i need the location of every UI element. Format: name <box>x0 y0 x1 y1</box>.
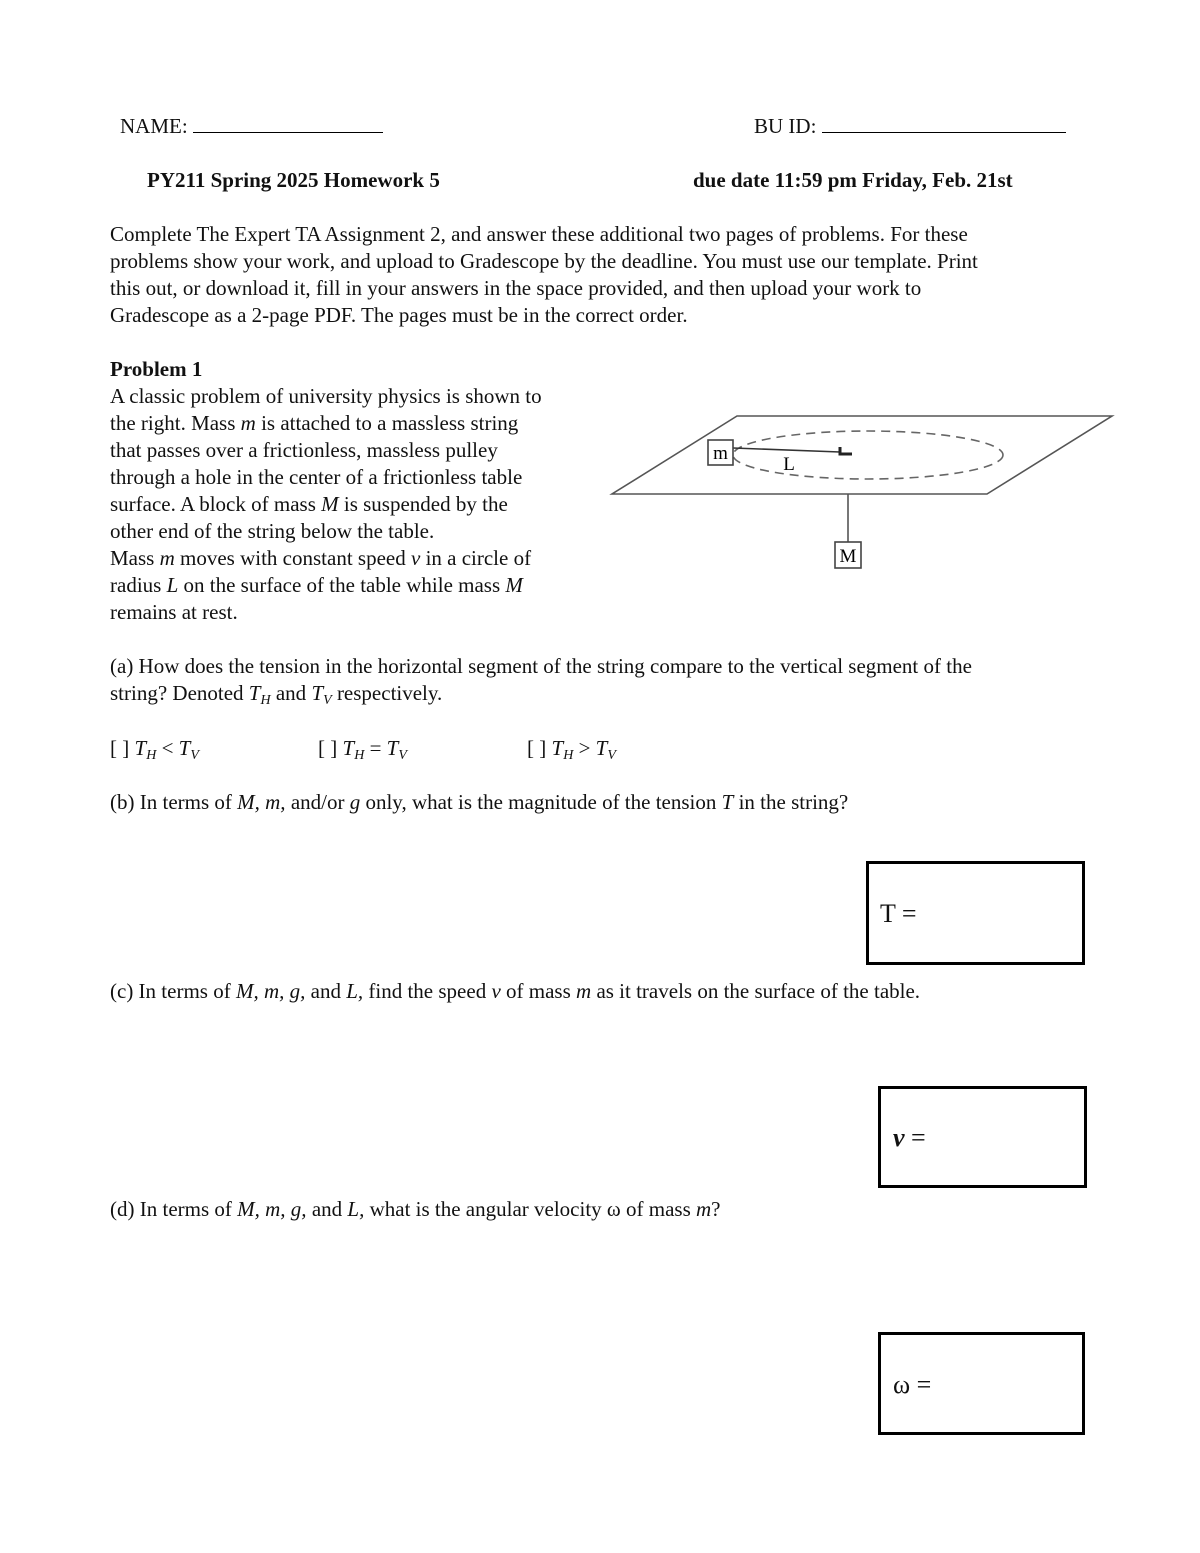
problem-heading: Problem 1 <box>110 357 203 381</box>
table-surface <box>612 416 1112 494</box>
checkbox[interactable]: [ ] <box>318 736 338 760</box>
checkbox[interactable]: [ ] <box>527 736 547 760</box>
large-mass-label: M <box>839 546 857 567</box>
desc-line: surface. A block of mass M is suspended by the <box>110 492 508 516</box>
desc-line: the right. Mass m is attached to a massless string <box>110 411 519 435</box>
desc-line: that passes over a frictionless, massless pulley <box>110 438 498 462</box>
buid-blank[interactable] <box>822 114 1066 133</box>
answer-label-speed: v = <box>893 1123 926 1152</box>
buid-label: BU ID: <box>754 114 817 138</box>
buid-field <box>754 113 1066 140</box>
option-th-equal-tv[interactable]: [ ] $T_H = T_V$ <box>318 736 407 763</box>
radius-label: L <box>783 454 795 475</box>
desc-line: remains at rest. <box>110 600 238 624</box>
intro-paragraph <box>110 221 978 329</box>
intro-line: Complete The Expert TA Assignment 2, and answer these additional two pages of problems. For these <box>110 222 968 246</box>
option-th-less-tv[interactable]: [ ] $T_H < T_V$ <box>110 736 199 763</box>
name-field <box>120 113 383 140</box>
desc-line: through a hole in the center of a frictionless table <box>110 465 523 489</box>
part-d-question: (d) In terms of M, m, g, and L, what is the angular velocity ω of mass m? <box>110 1197 721 1221</box>
name-blank[interactable] <box>193 114 383 133</box>
part-c-question: (c) In terms of M, m, g, and L, find the speed v of mass m as it travels on the surface of the table. <box>110 979 921 1003</box>
small-mass-label: m <box>713 443 728 464</box>
checkbox[interactable]: [ ] <box>110 736 130 760</box>
intro-line: Gradescope as a 2-page PDF. The pages must be in the correct order. <box>110 303 688 327</box>
name-label: NAME: <box>120 114 188 138</box>
part-a-question: (a) How does the tension in the horizontal segment of the string compare to the vertical segment of the string? Denoted $T_H$ and $T_V$ respectively. <box>110 654 972 708</box>
answer-label-tension: T = <box>880 899 917 928</box>
intro-line: this out, or download it, fill in your answers in the space provided, and then upload your work to <box>110 276 922 300</box>
desc-line: radius L on the surface of the table while mass M <box>110 573 523 597</box>
page-title: PY211 Spring 2025 Homework 5 <box>147 168 440 192</box>
due-date: due date 11:59 pm Friday, Feb. 21st <box>693 168 1013 192</box>
desc-line: other end of the string below the table. <box>110 519 435 543</box>
option-th-greater-tv[interactable]: [ ] $T_H > T_V$ <box>527 736 616 763</box>
pulley-table-diagram <box>600 405 1120 580</box>
desc-line: Mass m moves with constant speed v in a circle of <box>110 546 532 570</box>
problem-description <box>110 383 610 626</box>
part-b-question: (b) In terms of M, m, and/or g only, what is the magnitude of the tension T in the string? <box>110 790 849 814</box>
intro-line: problems show your work, and upload to Gradescope by the deadline. You must use our template. Print <box>110 249 978 273</box>
desc-line: A classic problem of university physics is shown to <box>110 384 542 408</box>
answer-label-angular-velocity: ω = <box>893 1370 932 1399</box>
